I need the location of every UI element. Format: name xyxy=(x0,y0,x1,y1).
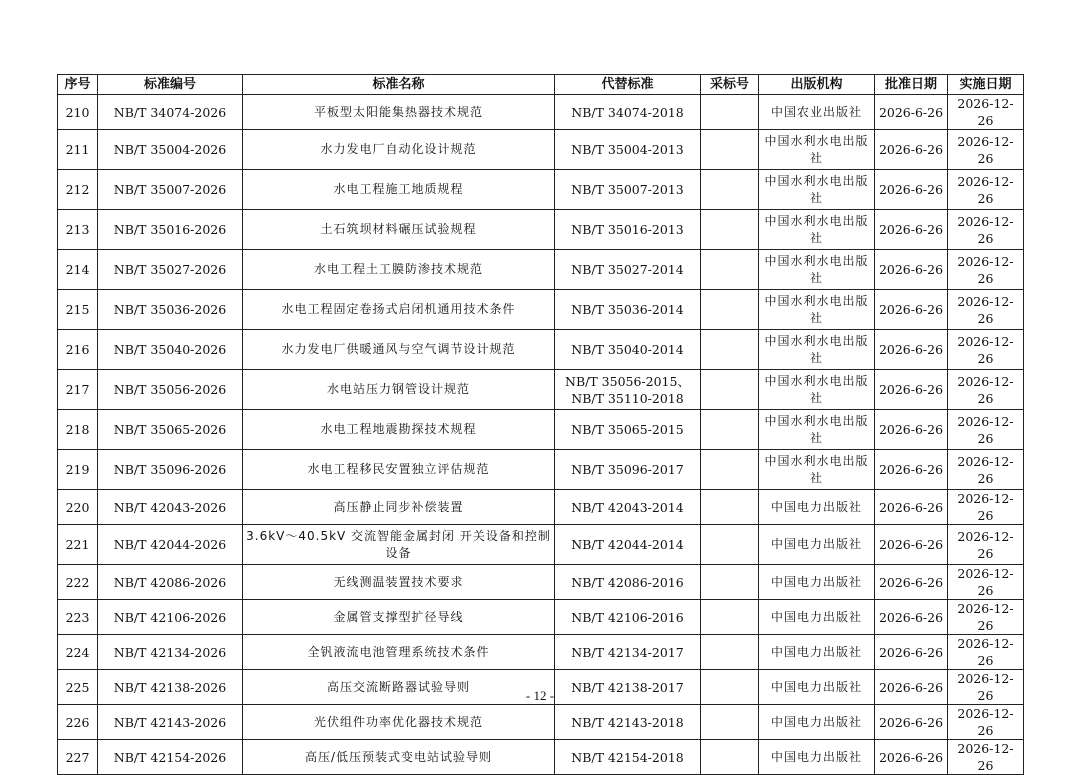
cell-code: NB/T 42134-2026 xyxy=(98,635,243,670)
cell-approve-date: 2026-6-26 xyxy=(875,250,948,290)
cell-name: 高压/低压预装式变电站试验导则 xyxy=(243,740,555,775)
cell-name: 光伏组件功率优化器技术规范 xyxy=(243,705,555,740)
cell-approve-date: 2026-6-26 xyxy=(875,95,948,130)
header-effective-date: 实施日期 xyxy=(948,75,1024,95)
cell-code: NB/T 42154-2026 xyxy=(98,740,243,775)
table-row xyxy=(58,565,1024,600)
cell-approve-date: 2026-6-26 xyxy=(875,600,948,635)
cell-effective-date: 2026-12-26 xyxy=(948,740,1024,775)
cell-replaced: NB/T 35056-2015、NB/T 35110-2018 xyxy=(555,370,701,410)
cell-replaced: NB/T 35065-2015 xyxy=(555,410,701,450)
cell-adopted xyxy=(701,130,759,170)
cell-publisher: 中国水利水电出版社 xyxy=(759,330,875,370)
cell-publisher: 中国水利水电出版社 xyxy=(759,410,875,450)
cell-code: NB/T 42143-2026 xyxy=(98,705,243,740)
cell-code: NB/T 42044-2026 xyxy=(98,525,243,565)
cell-approve-date: 2026-6-26 xyxy=(875,330,948,370)
cell-name: 3.6kV～40.5kV 交流智能金属封闭 开关设备和控制设备 xyxy=(243,525,555,565)
cell-effective-date: 2026-12-26 xyxy=(948,490,1024,525)
table-header-row xyxy=(58,75,1024,95)
cell-name: 高压交流断路器试验导则 xyxy=(243,670,555,705)
table-row xyxy=(58,410,1024,450)
cell-effective-date: 2026-12-26 xyxy=(948,525,1024,565)
cell-no: 210 xyxy=(58,95,98,130)
table-row xyxy=(58,705,1024,740)
header-no: 序号 xyxy=(58,75,98,95)
cell-code: NB/T 35027-2026 xyxy=(98,250,243,290)
cell-name: 水力发电厂供暖通风与空气调节设计规范 xyxy=(243,330,555,370)
standards-table xyxy=(57,74,1024,775)
cell-name: 水电工程土工膜防渗技术规范 xyxy=(243,250,555,290)
cell-adopted xyxy=(701,95,759,130)
cell-adopted xyxy=(701,170,759,210)
cell-adopted xyxy=(701,705,759,740)
cell-adopted xyxy=(701,370,759,410)
cell-effective-date: 2026-12-26 xyxy=(948,210,1024,250)
cell-no: 220 xyxy=(58,490,98,525)
cell-approve-date: 2026-6-26 xyxy=(875,410,948,450)
cell-no: 223 xyxy=(58,600,98,635)
cell-replaced: NB/T 35004-2013 xyxy=(555,130,701,170)
table-row xyxy=(58,290,1024,330)
cell-no: 224 xyxy=(58,635,98,670)
table-row xyxy=(58,740,1024,775)
cell-approve-date: 2026-6-26 xyxy=(875,450,948,490)
cell-approve-date: 2026-6-26 xyxy=(875,565,948,600)
cell-publisher: 中国电力出版社 xyxy=(759,740,875,775)
header-adopted: 采标号 xyxy=(701,75,759,95)
cell-publisher: 中国电力出版社 xyxy=(759,705,875,740)
cell-no: 212 xyxy=(58,170,98,210)
cell-approve-date: 2026-6-26 xyxy=(875,210,948,250)
cell-publisher: 中国农业出版社 xyxy=(759,95,875,130)
cell-publisher: 中国水利水电出版社 xyxy=(759,290,875,330)
cell-code: NB/T 35065-2026 xyxy=(98,410,243,450)
cell-replaced: NB/T 35007-2013 xyxy=(555,170,701,210)
cell-adopted xyxy=(701,290,759,330)
page-number: - 12 - xyxy=(525,688,555,703)
cell-replaced: NB/T 42044-2014 xyxy=(555,525,701,565)
cell-adopted xyxy=(701,330,759,370)
cell-effective-date: 2026-12-26 xyxy=(948,670,1024,705)
cell-no: 227 xyxy=(58,740,98,775)
cell-name: 水电工程施工地质规程 xyxy=(243,170,555,210)
cell-replaced: NB/T 42134-2017 xyxy=(555,635,701,670)
table-row xyxy=(58,130,1024,170)
table-row xyxy=(58,450,1024,490)
cell-no: 225 xyxy=(58,670,98,705)
header-replaced: 代替标准 xyxy=(555,75,701,95)
cell-code: NB/T 35096-2026 xyxy=(98,450,243,490)
cell-code: NB/T 42138-2026 xyxy=(98,670,243,705)
cell-publisher: 中国电力出版社 xyxy=(759,635,875,670)
cell-replaced: NB/T 35096-2017 xyxy=(555,450,701,490)
cell-name: 金属管支撑型扩径导线 xyxy=(243,600,555,635)
cell-name: 水电站压力钢管设计规范 xyxy=(243,370,555,410)
cell-effective-date: 2026-12-26 xyxy=(948,290,1024,330)
cell-effective-date: 2026-12-26 xyxy=(948,705,1024,740)
cell-approve-date: 2026-6-26 xyxy=(875,290,948,330)
cell-replaced: NB/T 35016-2013 xyxy=(555,210,701,250)
cell-replaced: NB/T 34074-2018 xyxy=(555,95,701,130)
cell-code: NB/T 42043-2026 xyxy=(98,490,243,525)
cell-name: 水电工程地震勘探技术规程 xyxy=(243,410,555,450)
cell-no: 218 xyxy=(58,410,98,450)
cell-publisher: 中国水利水电出版社 xyxy=(759,450,875,490)
cell-adopted xyxy=(701,600,759,635)
cell-effective-date: 2026-12-26 xyxy=(948,600,1024,635)
cell-name: 水电工程移民安置独立评估规范 xyxy=(243,450,555,490)
cell-adopted xyxy=(701,525,759,565)
cell-no: 216 xyxy=(58,330,98,370)
cell-publisher: 中国水利水电出版社 xyxy=(759,250,875,290)
cell-publisher: 中国电力出版社 xyxy=(759,600,875,635)
cell-code: NB/T 35016-2026 xyxy=(98,210,243,250)
table-row xyxy=(58,250,1024,290)
table-row xyxy=(58,635,1024,670)
cell-replaced: NB/T 42154-2018 xyxy=(555,740,701,775)
cell-approve-date: 2026-6-26 xyxy=(875,670,948,705)
cell-replaced: NB/T 42143-2018 xyxy=(555,705,701,740)
header-code: 标准编号 xyxy=(98,75,243,95)
cell-code: NB/T 42086-2026 xyxy=(98,565,243,600)
cell-adopted xyxy=(701,565,759,600)
cell-approve-date: 2026-6-26 xyxy=(875,170,948,210)
cell-replaced: NB/T 42086-2016 xyxy=(555,565,701,600)
cell-code: NB/T 42106-2026 xyxy=(98,600,243,635)
cell-effective-date: 2026-12-26 xyxy=(948,410,1024,450)
cell-publisher: 中国电力出版社 xyxy=(759,565,875,600)
cell-effective-date: 2026-12-26 xyxy=(948,635,1024,670)
table-row xyxy=(58,525,1024,565)
cell-code: NB/T 35004-2026 xyxy=(98,130,243,170)
cell-adopted xyxy=(701,635,759,670)
table-row xyxy=(58,330,1024,370)
cell-adopted xyxy=(701,410,759,450)
cell-no: 215 xyxy=(58,290,98,330)
cell-adopted xyxy=(701,740,759,775)
cell-approve-date: 2026-6-26 xyxy=(875,705,948,740)
table-row xyxy=(58,370,1024,410)
header-publisher: 出版机构 xyxy=(759,75,875,95)
cell-adopted xyxy=(701,250,759,290)
cell-effective-date: 2026-12-26 xyxy=(948,565,1024,600)
cell-publisher: 中国水利水电出版社 xyxy=(759,210,875,250)
cell-replaced: NB/T 42138-2017 xyxy=(555,670,701,705)
cell-publisher: 中国电力出版社 xyxy=(759,670,875,705)
cell-approve-date: 2026-6-26 xyxy=(875,525,948,565)
cell-no: 213 xyxy=(58,210,98,250)
cell-effective-date: 2026-12-26 xyxy=(948,130,1024,170)
cell-code: NB/T 35040-2026 xyxy=(98,330,243,370)
cell-approve-date: 2026-6-26 xyxy=(875,740,948,775)
cell-name: 水力发电厂自动化设计规范 xyxy=(243,130,555,170)
cell-name: 平板型太阳能集热器技术规范 xyxy=(243,95,555,130)
table-row xyxy=(58,490,1024,525)
cell-adopted xyxy=(701,450,759,490)
cell-no: 219 xyxy=(58,450,98,490)
table-row xyxy=(58,170,1024,210)
cell-replaced: NB/T 42043-2014 xyxy=(555,490,701,525)
table-row xyxy=(58,600,1024,635)
cell-effective-date: 2026-12-26 xyxy=(948,95,1024,130)
cell-approve-date: 2026-6-26 xyxy=(875,370,948,410)
cell-adopted xyxy=(701,490,759,525)
cell-replaced: NB/T 35027-2014 xyxy=(555,250,701,290)
cell-effective-date: 2026-12-26 xyxy=(948,370,1024,410)
cell-approve-date: 2026-6-26 xyxy=(875,490,948,525)
cell-no: 221 xyxy=(58,525,98,565)
cell-effective-date: 2026-12-26 xyxy=(948,450,1024,490)
header-approve-date: 批准日期 xyxy=(875,75,948,95)
cell-approve-date: 2026-6-26 xyxy=(875,130,948,170)
cell-effective-date: 2026-12-26 xyxy=(948,250,1024,290)
cell-replaced: NB/T 35036-2014 xyxy=(555,290,701,330)
cell-code: NB/T 35036-2026 xyxy=(98,290,243,330)
cell-publisher: 中国水利水电出版社 xyxy=(759,130,875,170)
cell-name: 高压静止同步补偿装置 xyxy=(243,490,555,525)
cell-publisher: 中国电力出版社 xyxy=(759,490,875,525)
cell-publisher: 中国水利水电出版社 xyxy=(759,170,875,210)
cell-name: 水电工程固定卷扬式启闭机通用技术条件 xyxy=(243,290,555,330)
table-row xyxy=(58,210,1024,250)
table-row xyxy=(58,95,1024,130)
cell-name: 土石筑坝材料碾压试验规程 xyxy=(243,210,555,250)
cell-publisher: 中国水利水电出版社 xyxy=(759,370,875,410)
cell-replaced: NB/T 35040-2014 xyxy=(555,330,701,370)
cell-no: 222 xyxy=(58,565,98,600)
cell-adopted xyxy=(701,210,759,250)
header-name: 标准名称 xyxy=(243,75,555,95)
cell-no: 211 xyxy=(58,130,98,170)
cell-code: NB/T 34074-2026 xyxy=(98,95,243,130)
cell-no: 217 xyxy=(58,370,98,410)
cell-code: NB/T 35007-2026 xyxy=(98,170,243,210)
cell-publisher: 中国电力出版社 xyxy=(759,525,875,565)
cell-effective-date: 2026-12-26 xyxy=(948,330,1024,370)
cell-approve-date: 2026-6-26 xyxy=(875,635,948,670)
cell-no: 226 xyxy=(58,705,98,740)
cell-name: 全钒液流电池管理系统技术条件 xyxy=(243,635,555,670)
cell-code: NB/T 35056-2026 xyxy=(98,370,243,410)
cell-effective-date: 2026-12-26 xyxy=(948,170,1024,210)
cell-name: 无线测温装置技术要求 xyxy=(243,565,555,600)
cell-no: 214 xyxy=(58,250,98,290)
cell-replaced: NB/T 42106-2016 xyxy=(555,600,701,635)
